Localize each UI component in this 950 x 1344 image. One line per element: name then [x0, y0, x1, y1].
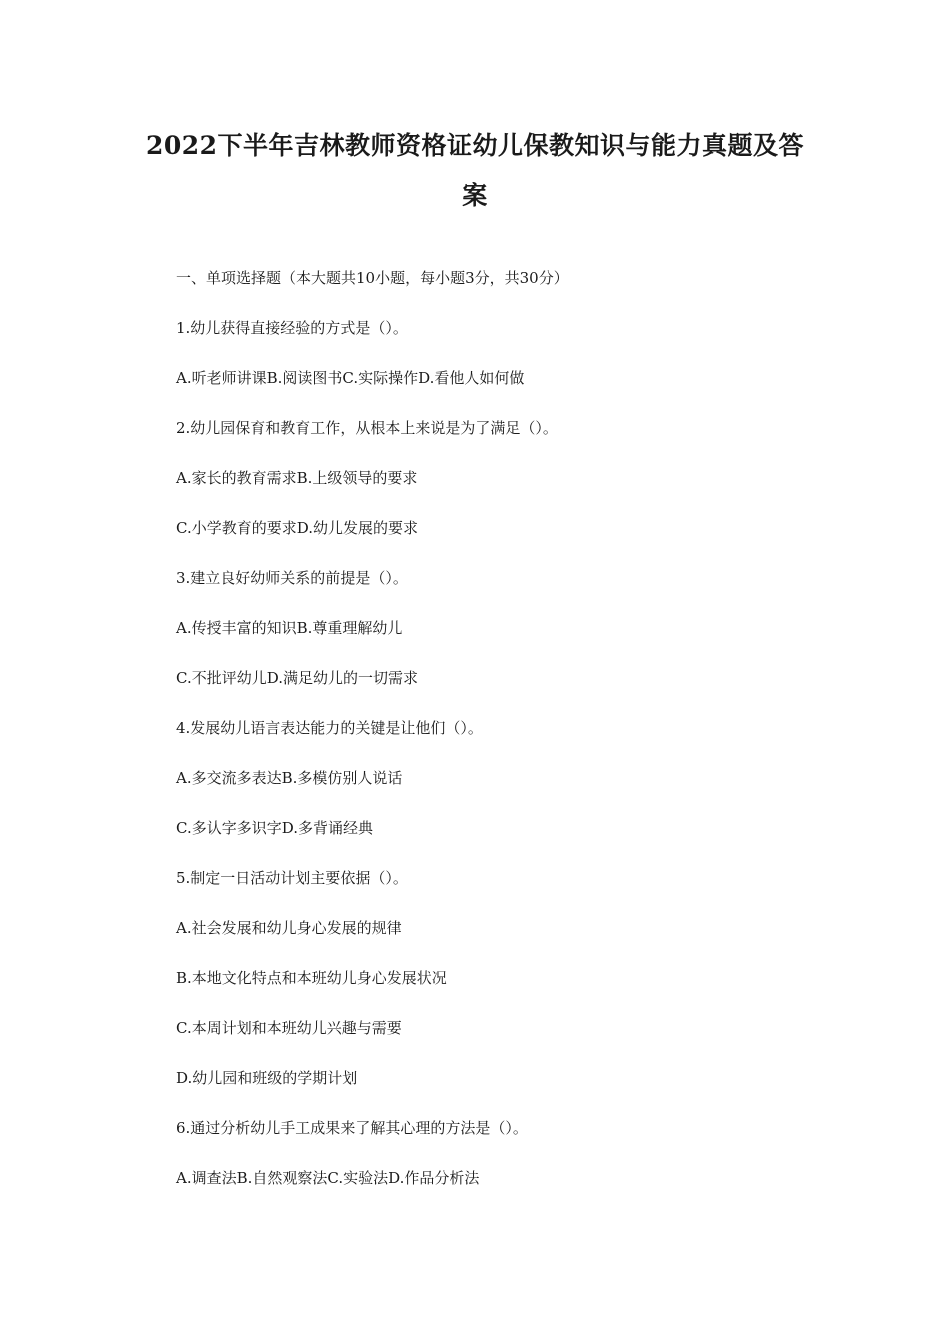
- question-5-option-d: D.幼儿园和班级的学期计划: [176, 1069, 358, 1087]
- question-5-option-a: A.社会发展和幼儿身心发展的规律: [176, 919, 402, 937]
- question-6: 6.通过分析幼儿手工成果来了解其心理的方法是（）。: [176, 1119, 528, 1137]
- question-3-options-cd: C.不批评幼儿D.满足幼儿的一切需求: [176, 669, 418, 687]
- question-1-options: A.听老师讲课B.阅读图书C.实际操作D.看他人如何做: [176, 369, 525, 387]
- question-3-options-ab: A.传授丰富的知识B.尊重理解幼儿: [176, 619, 403, 637]
- question-1: 1.幼儿获得直接经验的方式是（）。: [176, 319, 408, 337]
- question-6-options: A.调查法B.自然观察法C.实验法D.作品分析法: [176, 1169, 480, 1187]
- document-title-line-1: 2022下半年吉林教师资格证幼儿保教知识与能力真题及答: [145, 131, 805, 160]
- question-2-options-ab: A.家长的教育需求B.上级领导的要求: [176, 469, 418, 487]
- question-2-options-cd: C.小学教育的要求D.幼儿发展的要求: [176, 519, 418, 537]
- question-2: 2.幼儿园保育和教育工作，从根本上来说是为了满足（）。: [176, 419, 558, 437]
- question-5-option-b: B.本地文化特点和本班幼儿身心发展状况: [176, 969, 447, 987]
- question-4-options-ab: A.多交流多表达B.多模仿别人说话: [176, 769, 403, 787]
- document-title-line-2: 案: [462, 181, 488, 210]
- question-3: 3.建立良好幼师关系的前提是（）。: [176, 569, 408, 587]
- question-5-option-c: C.本周计划和本班幼儿兴趣与需要: [176, 1019, 402, 1037]
- section-heading: 一、单项选择题（本大题共10小题，每小题3分，共30分）: [176, 269, 569, 287]
- question-4: 4.发展幼儿语言表达能力的关键是让他们（）。: [176, 719, 483, 737]
- question-5: 5.制定一日活动计划主要依据（）。: [176, 869, 408, 887]
- question-4-options-cd: C.多认字多识字D.多背诵经典: [176, 819, 373, 837]
